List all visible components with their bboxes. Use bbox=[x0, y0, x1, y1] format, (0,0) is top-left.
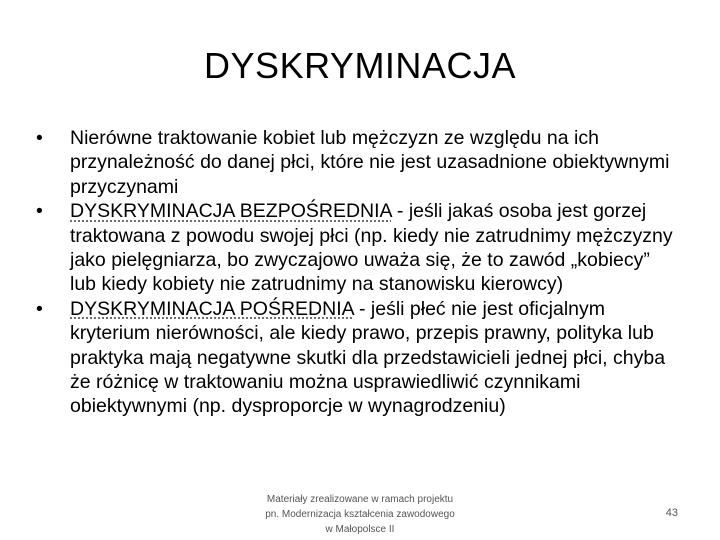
bullet-icon: • bbox=[36, 200, 43, 223]
bullet-term: DYSKRYMINACJA BEZPOŚREDNIA bbox=[70, 200, 392, 223]
bullet-text: - jeśli jakaś osoba jest gorzej traktowana z powodu swojej płci (np. kiedy nie zatrudnimy mężczyzny jako pielęgniarza, bo zwyczajowo uważa się, że to zawód „kobiecy” lub kiedy kobiety nie zatrudnimy na stanowisku kierowcy) bbox=[70, 200, 673, 296]
slide-title: DYSKRYMINACJA bbox=[204, 45, 516, 86]
bullet-item-indirect-discrimination bbox=[36, 297, 676, 419]
footer-line: Materiały zrealizowane w ramach projektu bbox=[266, 494, 454, 505]
bullet-list bbox=[36, 126, 676, 419]
bullet-text: Nierówne traktowanie kobiet lub mężczyzn ze względu na ich przynależność do danej płci, które nie jest uzasadnione obiektywnymi przyczynami bbox=[70, 127, 670, 198]
footer-line: pn. Modernizacja kształcenia zawodowego bbox=[265, 509, 455, 520]
bullet-text: - jeśli płeć nie jest oficjalnym kryterium nierówności, ale kiedy prawo, przepis prawny, polityka lub praktyka mają negatywne skutki dla przedstawicieli jednej płci, chyba że różnicę w traktowaniu można usprawiedliwić czynnikami obiektywnymi (np. dysproporcje w wynagrodzeniu) bbox=[70, 297, 666, 418]
bullet-item-direct-discrimination bbox=[36, 199, 676, 297]
bullet-icon: • bbox=[36, 127, 43, 149]
bullet-term: DYSKRYMINACJA POŚREDNIA bbox=[70, 297, 354, 320]
footer-note bbox=[240, 492, 480, 537]
bullet-icon: • bbox=[36, 297, 43, 320]
footer-line: w Małopolsce II bbox=[325, 524, 395, 535]
bullet-item-definition bbox=[36, 126, 676, 199]
page-number: 43 bbox=[665, 507, 678, 519]
